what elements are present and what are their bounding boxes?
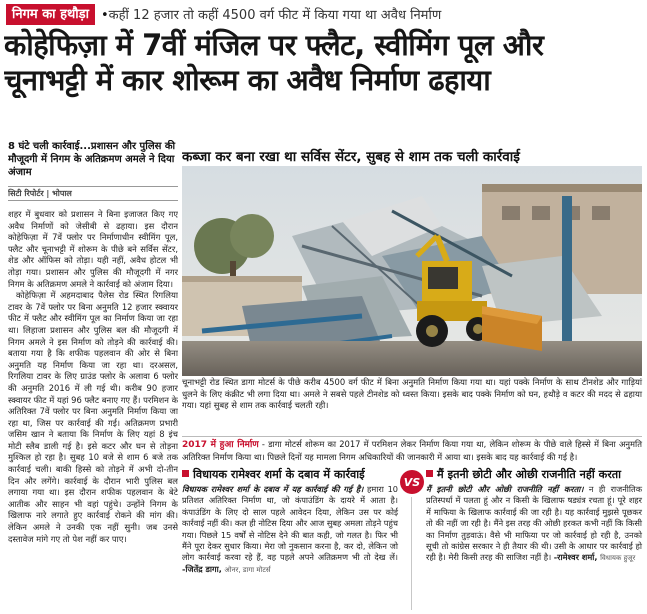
owner-statement [182,467,398,576]
kicker-subline: • कहीं 12 हजार तो कहीं 4500 वर्ग फीट में किया गया था अवैध निर्माण [101,5,441,23]
headline-line-1: कोहेफिज़ा में 7वीं मंजिल पर फ्लैट, स्वीमिंग पूल और [4,28,544,62]
mla-statement-lead: मैं इतनी छोटी और ओछी राजनीति नहीं करता। [426,484,584,494]
headline-line-2: चूनाभट्टी में कार शोरूम का अवैध निर्माण ढहाया [4,63,491,97]
article-column [8,140,178,610]
owner-statement-lead: विधायक रामेश्वर शर्मा के दबाव में यह कार्रवाई की गई है। [182,484,364,494]
mla-statement-title: मैं इतनी छोटी और ओछी राजनीति नहीं करता [426,467,642,482]
mla-statement-sign: -रामेश्वर शर्मा, [553,552,598,563]
owner-statement-title: विधायक रामेश्वर शर्मा के दबाव में कार्रवाई [182,467,398,482]
article-deck: 8 घंटे चली कार्रवाई...प्रशासन और पुलिस की मौजूदगी में निगम के अतिक्रमण अमले ने दिया अंजाम [8,141,176,178]
versus-badge: VS [400,470,424,494]
column-divider [411,497,412,610]
article-paragraph-1: शहर में बुधवार को प्रशासन ने बिना इजाजत किए गए अवैध निर्माणों को जेसीबी से ढहाया। इस दौरान कोहेफिज़ा में 7वें फ्लोर पर निर्माणाधीन स्वीमिंग पूल, फ्लैट और चूनाभट्टी में शोरूम के पीछे बने सर्विस सेंटर, शेड और ऑफिस को तोड़ा। यही नहीं, अवैध होटल भी तोड़ा गया। प्रशासन और पुलिस की मौजूदगी में नगर निगम के अतिक्रमण अमले ने कार्रवाई को अंजाम दिया। [8,209,178,289]
photo-headline: कब्जा कर बना रखा था सर्विस सेंटर, सुबह से शाम तक चली कार्रवाई [182,149,520,165]
owner-statement-body: हमारा 10 प्रतिशत अतिरिक्त निर्माण था, जो कंपाउंडिंग के दायरे में आता है। कंपाउंडिंग के लिए दो साल पहले आवेदन दिया, लेकिन उस पर कोई कार्रवाई नहीं की। कल ही नोटिस दिया और आज सुबह अमला तोड़ने पहुंच गया। पिछले 15 वर्षों से नोटिस देने की बात कही, जो गलत है। फिर भी मैंने पूरा देकर सुधार किया। मेरा जो नुकसान करना है, कर दो, लेकिन जो लोग कार्रवाई करवा रहे हैं, वह पहले अपने अतिक्रमण भी तो देख लें। [182,484,398,563]
owner-statement-text [182,484,398,576]
mla-statement-text [426,484,642,565]
demolition-photo [182,166,642,376]
owner-statement-role: ओनर, डागा मोटर्स [224,565,271,574]
history-note [182,436,642,463]
article-paragraph-2: कोहेफिज़ा में अहमदाबाद पैलेस रोड स्थित रिगलिया टावर के 7वें फ्लोर पर बिना अनुमति 12 हजार स्क्वायर फीट में फ्लैट और स्वीमिंग पूल का निर्माण किया जा रहा था। लिहाजा प्रशासन और पुलिस बल की मौजूदगी में निगम अमले ने इस निर्माण को तोड़ने की कार्रवाई की। बताया गया है कि शफीक पहलवान की ओर से बिना अनुमति यह निर्माण किया जा रहा था। दरअसल, रिगलिया टावर के लिए ग्राउंड फ्लोर के अलावा 6 फ्लोर की अनुमति 2016 में ली गई थी। करीब 90 हजार स्क्वायर फीट में यहां 96 फ्लैट बनाए गए हैं। परमिशन के अतिरिक्त 7वें फ्लोर पर बिना अनुमति निर्माण किया जा रहा था, जिस पर कार्रवाई की गई। अतिक्रमण प्रभारी जसिम खान ने बताया कि निर्माण के लिए यहां 8 इंच मोटी स्लैब डाली गई है। इसे कटर और घन से तोड़ना मुश्किल हो रहा है। सुबह 10 बजे से शाम 6 बजे तक कार्रवाई चली। बाकी हिस्से को तोड़ने में अभी दो-तीन दिन और लगेंगे। कार्रवाई के दौरान भारी पुलिस बल लगाया गया था। इस दौरान शफीक पहलवान के बेटे आतीक और साहन भी वहां पहुंचे। उन्होंने निगम के खिलाफ नारे लगाते हुए कार्रवाई रोकने की मांग की। लेकिन अमले ने उनकी एक नहीं सुनी। जब उनसे दस्तावेज मांगे गए तो पेश नहीं कर पाए। [8,290,178,544]
kicker-bar [6,3,642,25]
section-tag: निगम का हथौड़ा [6,4,95,25]
byline: सिटी रिपोर्टर | भोपाल [8,186,178,201]
owner-statement-sign: -जितेंद्र डागा, [182,563,222,574]
mla-statement [426,467,642,565]
history-highlight: 2017 में हुआ निर्माण [182,440,259,450]
mla-statement-role: विधायक हुजूर [600,554,636,563]
mla-statement-body: न ही राजनीतिक प्रतिस्पर्धा में पलता हूं और न किसी के खिलाफ षड्यंत्र रचता हूं। पूरे शहर में माफिया के खिलाफ कार्रवाई की जा रही है। यह कार्रवाई मुझसे पूछकर तो की नहीं जा रही है। मैंने इस तरह की ओछी हरकत कभी नहीं कि किसी का निर्माण तुड़वाऊं। वैसे भी माफिया पर जो कार्रवाई हो रही है, उनको सूची तो कांग्रेस सरकार ने ही तैयार की थी। उसी के आधार पर कार्रवाई हो रही है। मेरी किसी तरह की साजिश नहीं है। [426,484,642,563]
photo-caption: चूनाभट्टी रोड स्थित डागा मोटर्स के पीछे करीब 4500 वर्ग फीट में बिना अनुमति निर्माण किया गया था। यहां पक्के निर्माण के साथ टीनशेड और गाड़ियां धुलने के लिए कंक्रीट भी लगा दिया था। अमले ने सबसे पहले टीनशेड को ध्वस्त किया। इसके बाद पक्के निर्माण को घन, हथौड़े व कटर की मदद से ढहाया गया। यहां सुबह से शाम तक कार्रवाई चलती रही। [182,377,642,410]
headline [4,28,644,98]
history-text: - डागा मोटर्स शोरूम का 2017 में परमिशन लेकर निर्माण किया गया था, लेकिन शोरूम के पीछे वाले हिस्से में बिना अनुमति अतिरिक्त निर्माण किया था। पिछले दिनों यह मामला निगम अधिकारियों की जानकारी में आया था। इसके बाद यह कार्रवाई की गई है। [182,439,642,462]
